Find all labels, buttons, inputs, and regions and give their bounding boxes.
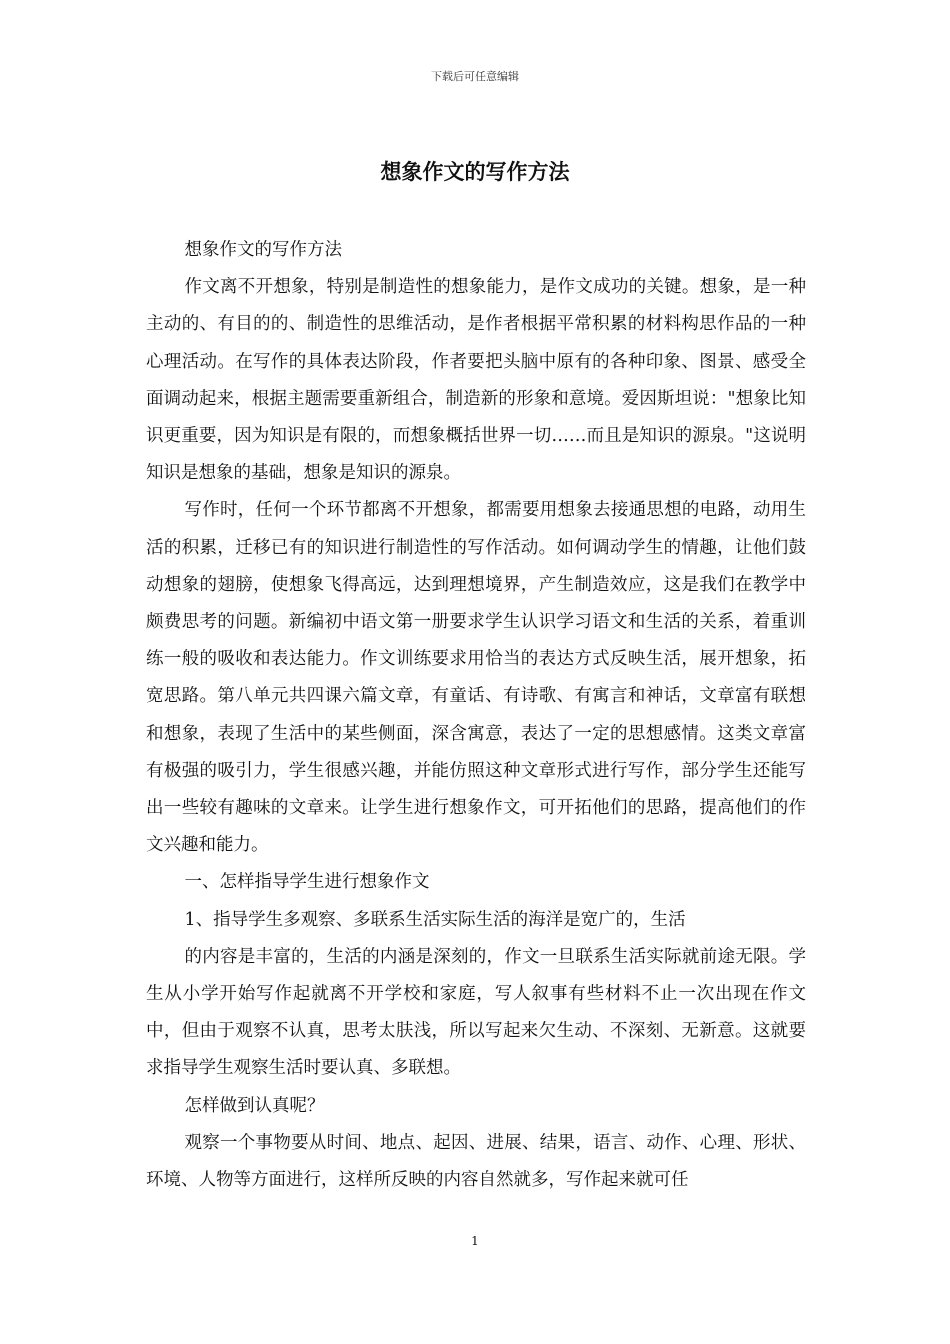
page-number: 1 [471, 1234, 479, 1248]
paragraph-point-1-continued: 的内容是丰富的，生活的内涵是深刻的，作文一旦联系生活实际就前途无限。学生从小学开始写作起就离不开学校和家庭，写人叙事有些材料不止一次出现在作文中，但由于观察不认真，思考太肤浅，所以写起来欠生动、不深刻、无新意。这就要求指导学生观察生活时要认真、多联想。 [146, 946, 806, 1079]
section-heading: 一、怎样指导学生进行想象作文 [184, 872, 430, 893]
document-body [146, 232, 806, 1199]
paragraph-observation: 观察一个事物要从时间、地点、起因、进展、结果，语言、动作、心理、形状、环境、人物等方面进行，这样所反映的内容自然就多，写作起来就可任 [146, 1132, 806, 1191]
document-title: 想象作文的写作方法 [380, 159, 570, 184]
paragraph-question: 怎样做到认真呢？ [184, 1095, 325, 1116]
paragraph-subtitle: 想象作文的写作方法 [184, 240, 342, 260]
paragraph-intro: 作文离不开想象，特别是制造性的想象能力，是作文成功的关键。想象，是一种主动的、有目的的、制造性的思维活动，是作者根据平常积累的材料构思作品的一种心理活动。在写作的具体表达阶段，作者要把头脑中原有的各种印象、图景、感受全面调动起来，根据主题需要重新组合，制造新的形象和意境。爱因斯坦说："想象比知识更重要，因为知识是有限的，而想象概括世界一切……而且是知识的源泉。"这说明知识是想象的基础，想象是知识的源泉。 [146, 277, 806, 484]
paragraph-writing: 写作时，任何一个环节都离不开想象，都需要用想象去接通思想的电路，动用生活的积累，迁移已有的知识进行制造性的写作活动。如何调动学生的情趣，让他们鼓动想象的翅膀，使想象飞得高远，达到理想境界，产生制造效应，这是我们在教学中颇费思考的问题。新编初中语文第一册要求学生认识学习语文和生活的关系，着重训练一般的吸收和表达能力。作文训练要求用恰当的表达方式反映生活，展开想象，拓宽思路。第八单元共四课六篇文章，有童话、有诗歌、有寓言和神话，文章富有联想和想象，表现了生活中的某些侧面，深含寓意，表达了一定的思想感情。这类文章富有极强的吸引力，学生很感兴趣，并能仿照这种文章形式进行写作，部分学生还能写出一些较有趣味的文章来。让学生进行想象作文，可开拓他们的思路，提高他们的作文兴趣和能力。 [146, 500, 806, 856]
paragraph-point-1: 1、指导学生多观察、多联系生活实际生活的海洋是宽广的，生活 [184, 909, 686, 930]
page-header-note: 下载后可任意编辑 [431, 70, 519, 83]
